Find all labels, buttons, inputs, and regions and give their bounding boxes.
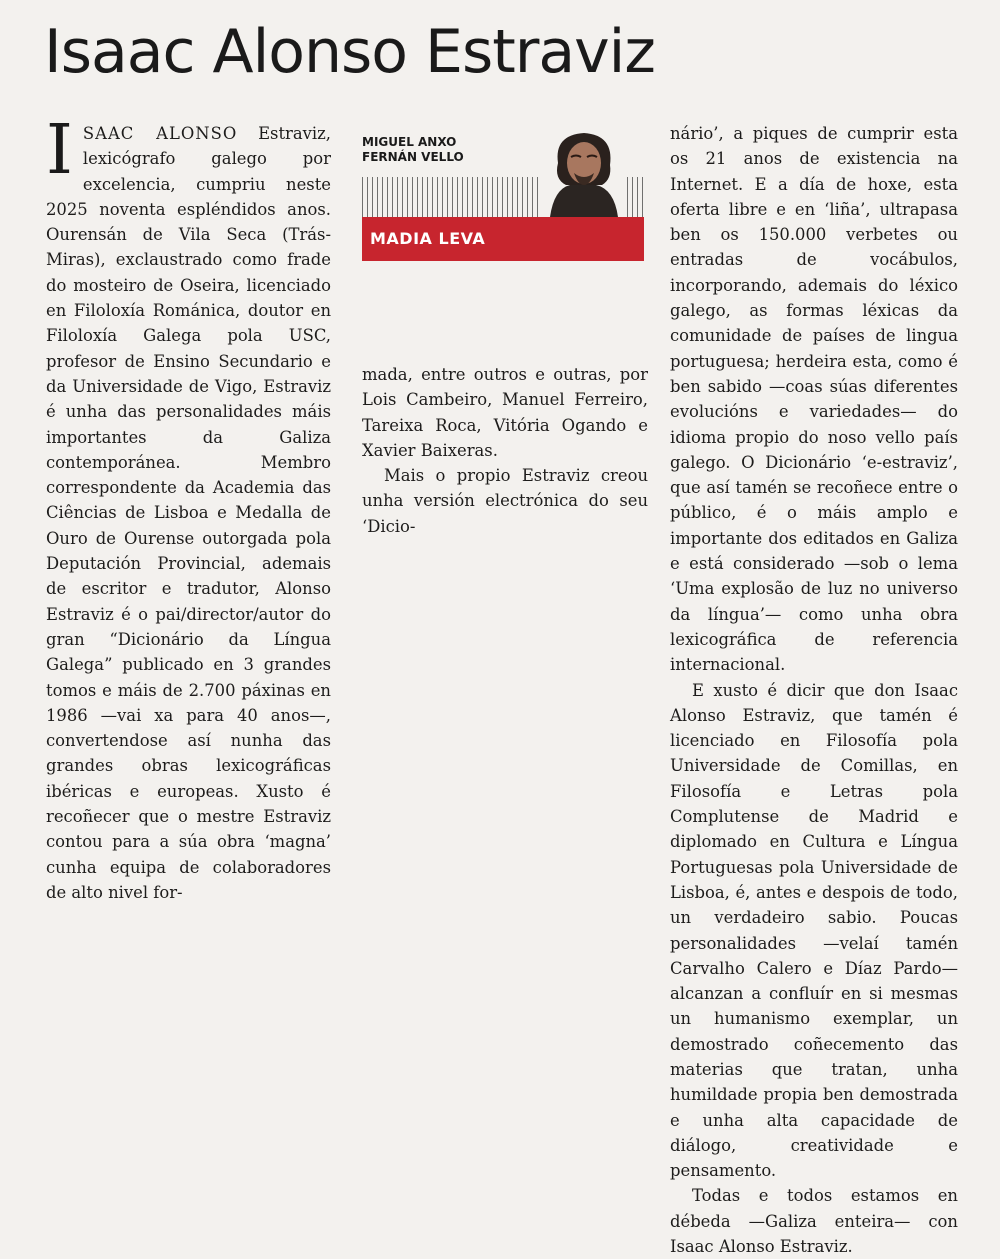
author-line-1: MIGUEL ANXO	[362, 135, 457, 149]
paragraph-2: Mais o propio Estraviz creou unha versión electrónica do seu ‘Dicio-	[362, 466, 648, 536]
column-byline	[362, 127, 644, 265]
paragraph-2-continued: nário’, a piques de cumprir esta os 21 anos de existencia na Internet. E a día de hoxe, esta oferta libre e en ‘liña’, ultrapasa ben os 150.000 verbetes ou entradas de vocábulos, incorporando, ademais do léxico galego, as formas léxicas da comunidade de países de lingua portuguesa; herdeira esta, como é ben sabido —coas súas diferentes evolucións e variedades— do idioma propio do noso vello país galego. O Dicionário ‘e-estraviz’, que así tamén se recoñece entre o público, é o máis amplo e importante dos editados en Galiza e está considerado —sob o lema ‘Uma explosão de luz no universo da língua’— como unha obra lexicográfica de referencia internacional.	[670, 124, 958, 675]
paragraph-1-text: Estraviz, lexicógrafo galego por excelencia, cumpriu neste 2025 noventa espléndidos anos. Ourensán de Vila Seca (Trás-Miras), exclaustrado como frade do mosteiro de Oseira, licenciado en Filoloxía Románica, doutor en Filoloxía Galega pola USC, profesor de Ensino Secundario e da Universidade de Vigo, Estraviz é unha das personalidades máis importantes da Galiza contemporánea. Membro correspondente da Academia das Ciências de Lisboa e Medalla de Ouro de Ourense outorgada pola Deputación Provincial, ademais de escritor e tradutor, Alonso Estraviz é o pai/director/autor do gran “Dicionário da Língua Galega” publicado en 3 grandes tomos e máis de 2.700 páxinas en 1986 —vai xa para 40 anos—, convertendose así nunha das grandes obras lexicográficas ibéricas e europeas. Xusto é recoñecer que o mestre Estraviz contou para a súa obra ‘magna’ cunha equipa de colaboradores de alto nivel for-	[46, 124, 331, 902]
section-label-bar	[362, 217, 644, 261]
section-label: MADIA LEVA	[370, 229, 486, 248]
headline: Isaac Alonso Estraviz	[44, 17, 655, 87]
author-portrait-icon	[540, 129, 626, 217]
drop-cap: I	[46, 111, 73, 190]
author-name	[362, 135, 512, 165]
article-column-1	[46, 111, 331, 905]
article-column-3	[670, 121, 958, 1259]
author-line-2: FERNÁN VELLO	[362, 150, 464, 164]
article-column-2	[362, 362, 648, 539]
paragraph-4: Todas e todos estamos en débeda —Galiza enteira— con Isaac Alonso Estraviz.	[670, 1186, 958, 1257]
paragraph-1-continued: mada, entre outros e outras, por Lois Cambeiro, Manuel Ferreiro, Tareixa Roca, Vitória Ogando e Xavier Baixeras.	[362, 365, 648, 460]
paragraph-1-part-1	[46, 111, 331, 905]
lead-caps: SAAC ALONSO	[82, 124, 238, 143]
paragraph-3: E xusto é dicir que don Isaac Alonso Estraviz, que tamén é licenciado en Filosofía pola Universidade de Comillas, en Filosofía e Letras pola Complutense de Madrid e diplomado en Cultura e Língua Portuguesas pola Universidade de Lisboa, é, antes e despois de todo, un verdadeiro sabio. Poucas personalidades —velaí tamén Carvalho Calero e Díaz Pardo— alcanzan a confluír en si mesmas un humanismo exemplar, un demostrado coñecemento das materias que tratan, unha humildade propia ben demostrada e unha alta capacidade de diálogo, creatividade e pensamento.	[670, 680, 958, 1181]
